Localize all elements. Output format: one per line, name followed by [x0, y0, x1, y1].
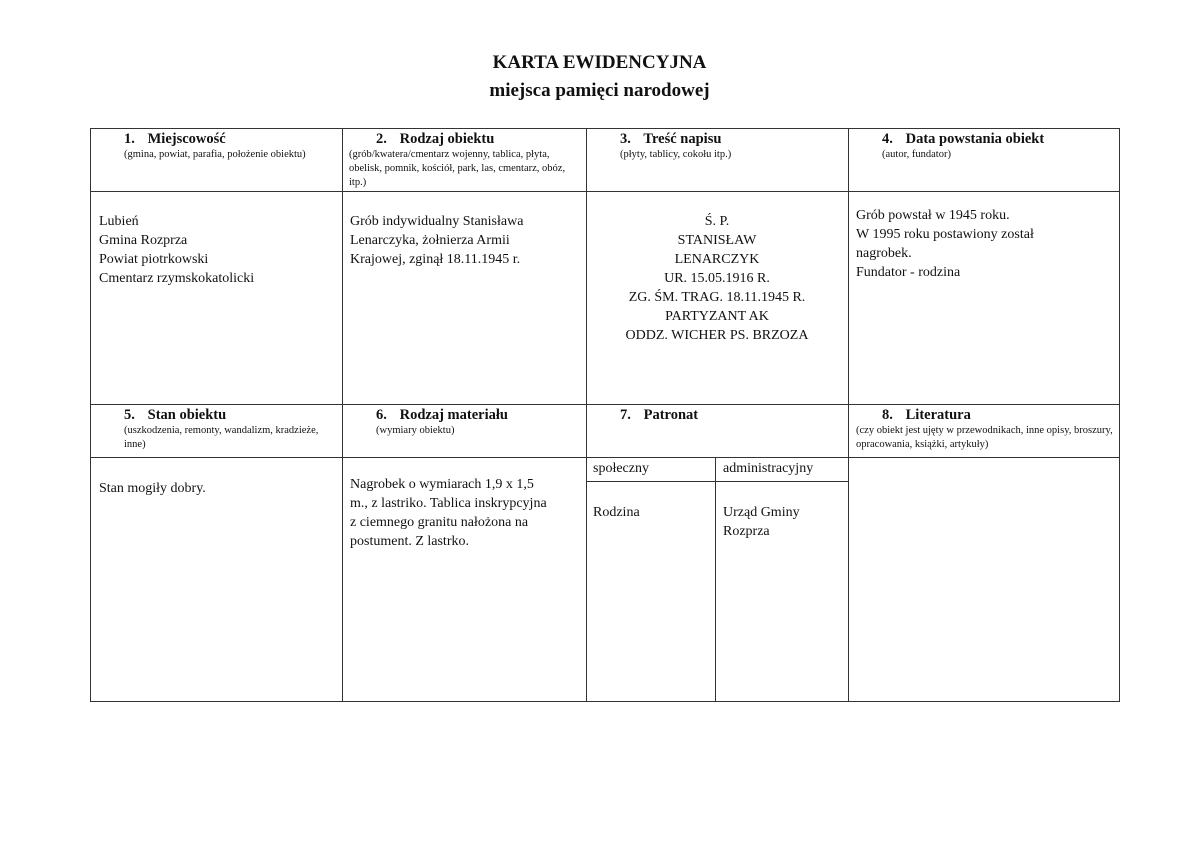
- cell-line: Rozprza: [723, 524, 770, 539]
- patronat-admin-value: [723, 503, 847, 541]
- header-label: Data powstania obiekt: [905, 131, 1045, 147]
- patronat-divider: [715, 457, 716, 702]
- header-rodzaj-obiektu: [342, 131, 586, 190]
- cell-line: Krajowej, zginął 18.11.1945 r.: [350, 252, 521, 267]
- document-subtitle: miejsca pamięci narodowej: [489, 80, 710, 101]
- cell-data-powstania: [856, 206, 1118, 282]
- cell-line: Fundator - rodzina: [856, 265, 961, 280]
- inscription-line: ODDZ. WICHER PS. BRZOZA: [625, 328, 809, 343]
- inscription-line: UR. 15.05.1916 R.: [664, 271, 770, 286]
- inscription-line: Ś. P.: [704, 214, 730, 229]
- header-number: 8.: [882, 407, 893, 423]
- cell-line: Grób indywidualny Stanisława: [350, 214, 524, 229]
- document-title: KARTA EWIDENCYJNA: [492, 52, 707, 73]
- header-number: 7.: [620, 407, 631, 423]
- cell-line: Powiat piotrkowski: [99, 252, 209, 267]
- header-hint: (gmina, powiat, parafia, położenie obiektu): [124, 149, 306, 160]
- header-hint: (wymiary obiektu): [376, 425, 455, 436]
- header-rodzaj-materialu: [342, 407, 586, 438]
- cell-inscription: [586, 212, 848, 345]
- header-number: 2.: [376, 131, 387, 147]
- patronat-social-label: społeczny: [593, 461, 649, 476]
- cell-line: W 1995 roku postawiony został: [856, 227, 1034, 242]
- cell-line: Cmentarz rzymskokatolicki: [99, 271, 255, 286]
- header-hint: (czy obiekt jest ujęty w przewodnikach, inne opisy, broszury, opracowania, książki, artykuły): [856, 425, 1113, 450]
- header-number: 5.: [124, 407, 135, 423]
- cell-line: nagrobek.: [856, 246, 912, 261]
- cell-line: m., z lastriko. Tablica inskrypcyjna: [350, 496, 547, 511]
- patronat-social-value: Rodzina: [593, 505, 640, 520]
- cell-rodzaj-materialu: [350, 475, 584, 551]
- header-patronat: [586, 407, 848, 424]
- cell-miejscowosc: [99, 212, 339, 288]
- patronat-divider: [586, 481, 848, 482]
- header-label: Patronat: [643, 407, 699, 423]
- row-divider: [90, 404, 1120, 405]
- cell-line: z ciemnego granitu nałożona na: [350, 515, 529, 530]
- header-hint: (płyty, tablicy, cokołu itp.): [620, 149, 732, 160]
- cell-line: Lenarczyka, żołnierza Armii: [350, 233, 510, 248]
- header-number: 3.: [620, 131, 631, 147]
- header-hint: (uszkodzenia, remonty, wandalizm, kradzieże, inne): [124, 425, 319, 450]
- header-number: 6.: [376, 407, 387, 423]
- header-divider: [90, 457, 1120, 458]
- header-number: 1.: [124, 131, 135, 147]
- header-label: Miejscowość: [147, 131, 226, 147]
- header-label: Stan obiektu: [147, 407, 227, 423]
- header-tresc-napisu: [586, 131, 848, 162]
- header-stan-obiektu: [90, 407, 342, 452]
- inscription-line: PARTYZANT AK: [665, 309, 769, 324]
- cell-line: Lubień: [99, 214, 139, 229]
- cell-line: Nagrobek o wymiarach 1,9 x 1,5: [350, 477, 534, 492]
- header-hint: (grób/kwatera/cmentarz wojenny, tablica, płyta, obelisk, pomnik, kościół, park, las, cmentarz, obóz, itp.): [349, 149, 566, 188]
- cell-line: Urząd Gminy: [723, 505, 800, 520]
- cell-line: postument. Z lastrko.: [350, 534, 469, 549]
- header-data-powstania: [848, 131, 1120, 162]
- cell-rodzaj-obiektu: [350, 212, 584, 269]
- header-label: Rodzaj materiału: [399, 407, 508, 423]
- header-divider: [90, 191, 1120, 192]
- cell-line: Grób powstał w 1945 roku.: [856, 208, 1010, 223]
- cell-line: Stan mogiły dobry.: [99, 481, 206, 496]
- header-label: Treść napisu: [643, 131, 722, 147]
- header-number: 4.: [882, 131, 893, 147]
- header-label: Literatura: [905, 407, 971, 423]
- inscription-line: LENARCZYK: [674, 252, 760, 267]
- patronat-admin-label: administracyjny: [723, 461, 814, 476]
- inscription-line: ZG. ŚM. TRAG. 18.11.1945 R.: [628, 290, 806, 305]
- cell-line: Gmina Rozprza: [99, 233, 188, 248]
- header-label: Rodzaj obiektu: [399, 131, 495, 147]
- header-miejscowosc: [90, 131, 342, 162]
- inscription-line: STANISŁAW: [677, 233, 757, 248]
- header-hint: (autor, fundator): [882, 149, 951, 160]
- header-literatura: [848, 407, 1120, 452]
- cell-stan-obiektu: [99, 479, 339, 498]
